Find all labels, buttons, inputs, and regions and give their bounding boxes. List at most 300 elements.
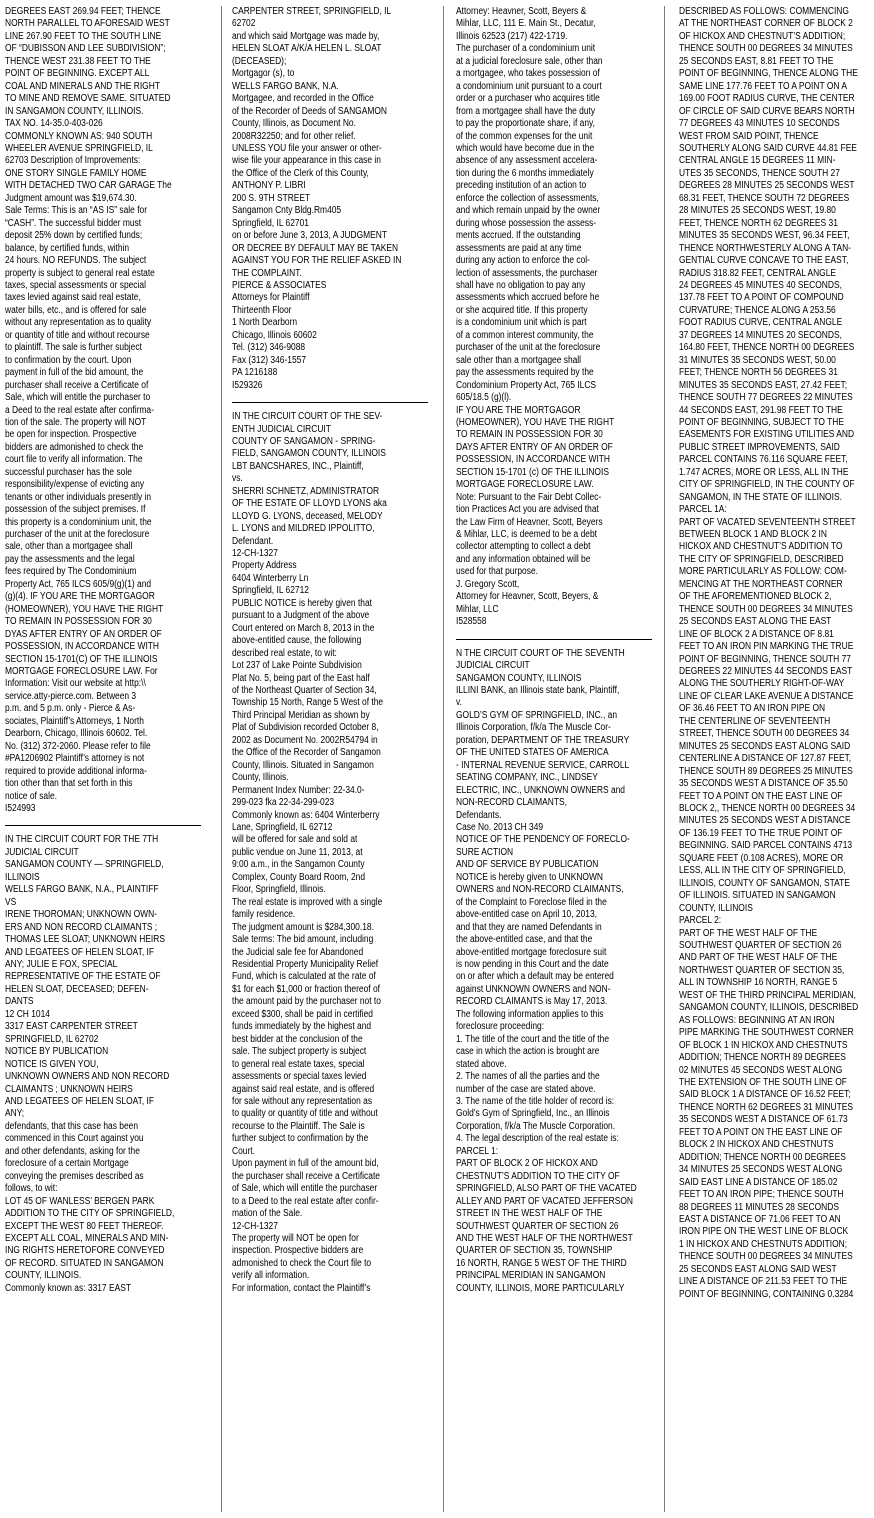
notice-line: DANTS — [5, 996, 34, 1008]
notice-line: Floor, Springfield, Illinois. — [232, 884, 326, 896]
notice-line: verify all information. — [232, 1270, 310, 1282]
notice-line: ENTH JUDICIAL CIRCUIT — [232, 423, 331, 435]
notice-line: 24 hours. NO REFUNDS. The subject — [5, 255, 147, 267]
notice-line: ANTHONY P. LIBRI — [232, 180, 306, 192]
notice-line: is now pending in this Court and the date — [456, 958, 609, 970]
notice-line: for sale without any representation as — [232, 1095, 373, 1107]
notice-line: EXCEPT ALL COAL, MINERALS AND MIN- — [5, 1232, 169, 1244]
notice-line: Information: Visit our website at http:\\ — [5, 678, 146, 690]
notice-line: Sangamon Cnty Bldg.Rm405 — [232, 205, 342, 217]
notice-line: AND THE WEST HALF OF THE NORTHWEST — [456, 1232, 633, 1244]
notice-line: Commonly known as: 3317 EAST — [5, 1282, 131, 1294]
notice-line: above-entitled case on April 10, 2013, — [456, 909, 597, 921]
notice-divider — [5, 825, 201, 826]
notice-line: COUNTY OF SANGAMON - SPRING- — [232, 435, 376, 447]
notice-line: OWNERS and NON-RECORD CLAIMANTS, — [456, 884, 624, 896]
notice-line: WHEELER AVENUE SPRINGFIELD, IL — [5, 142, 153, 154]
notice-line: bidders are admonished to check the — [5, 441, 144, 453]
notice-line: LINE OF CLEAR LAKE AVENUE A DISTANCE — [679, 690, 854, 702]
notice-line: OF 36.46 FEET TO AN IRON PIPE ON — [679, 703, 826, 715]
notice-line: a condominium unit pursuant to a court — [456, 80, 602, 92]
notice-line: a Deed to the real estate after confirma- — [5, 404, 154, 416]
legal-notice — [232, 6, 439, 392]
notice-line: and which said Mortgage was made by, — [232, 30, 380, 42]
notice-line: OF CIRCLE OF SAID CURVE BEARS NORTH — [679, 105, 855, 117]
notice-line: 2. The names of all the parties and the — [456, 1071, 600, 1083]
notice-line: IRON PIPE ON THE WEST LINE OF BLOCK — [679, 1226, 849, 1238]
notice-line: 35 SECONDS WEST A DISTANCE OF 61.73 — [679, 1114, 848, 1126]
notice-line: of the common expenses for the unit — [456, 130, 593, 142]
notice-line: Judgment amount was $19,674.30. — [5, 192, 137, 204]
notice-line: foreclosure of a certain Mortgage — [5, 1158, 129, 1170]
notice-line: I524993 — [5, 803, 36, 814]
notice-line: COUNTY, ILLINOIS, MORE PARTICULARLY — [456, 1282, 625, 1294]
notice-line: Corporation, f/k/a The Muscle Corporation. — [456, 1120, 616, 1132]
notice-line: PUBLIC STREET IMPROVEMENTS, SAID — [679, 441, 840, 453]
column-4 — [679, 6, 874, 1514]
notice-line: assessments which accrued before he — [456, 292, 600, 304]
notice-line: the above-entitled case, and that the — [456, 934, 593, 946]
notice-line: OF RECORD. SITUATED IN SANGAMON — [5, 1257, 164, 1269]
notice-line: 137.78 FEET TO A POINT OF COMPOUND — [679, 292, 844, 304]
notice-line: N THE CIRCUIT COURT OF THE SEVENTH — [456, 647, 625, 659]
notice-line: 3. The name of the title holder of record is: — [456, 1095, 615, 1107]
notice-line: service.atty-pierce.com. Between 3 — [5, 690, 137, 702]
notice-line: JUDICIAL CIRCUIT — [456, 660, 530, 672]
notice-line: STREET, THENCE SOUTH 00 DEGREES 34 — [679, 728, 850, 740]
notice-line: MORTGAGE FORECLOSURE LAW. — [456, 479, 594, 491]
legal-notice — [5, 6, 212, 815]
notice-line: THE CENTERLINE OF SEVENTEENTH — [679, 715, 831, 727]
notice-line: FEET TO A POINT ON THE EAST LINE OF — [679, 790, 843, 802]
notice-line: and which remain unpaid by the owner — [456, 205, 601, 217]
legal-notice — [456, 6, 663, 629]
notice-line: number of the case are stated above. — [456, 1083, 596, 1095]
notice-line: wise file your appearance in this case in — [232, 155, 381, 167]
notice-line: No. (312) 372-2060. Please refer to file — [5, 740, 151, 752]
notice-line: on or before June 3, 2013, A JUDGMENT — [232, 230, 388, 242]
notice-line: Court entered on March 8, 2013 in the — [232, 622, 375, 634]
notice-line: ILLINI BANK, an Illinois state bank, Plaintiff, — [456, 685, 620, 697]
notice-line: Township 15 North, Range 5 West of the — [232, 697, 384, 709]
notice-line: water bills, etc., and is offered for sale — [5, 304, 147, 316]
notice-line: 37 DEGREES 14 MINUTES 20 SECONDS, — [679, 329, 842, 341]
notice-line: of Sale, which will entitle the purchaser — [232, 1183, 378, 1195]
notice-line: LBT BANCSHARES, INC., Plaintiff, — [232, 460, 364, 472]
notice-line: ERS AND NON RECORD CLAIMANTS ; — [5, 921, 158, 933]
notice-line: UNKNOWN OWNERS AND NON RECORD — [5, 1071, 170, 1083]
notice-line: assessments or special taxes levied — [232, 1071, 367, 1083]
notice-line: purchaser shall receive a Certificate of — [5, 379, 149, 391]
notice-line: The judgment amount is $284,300.18. — [232, 921, 374, 933]
notice-line: recourse to the Plaintiff. The Sale is — [232, 1120, 365, 1132]
notice-line: fees required by The Condominium — [5, 566, 137, 578]
notice-line: THENCE NORTHWESTERLY ALONG A TAN- — [679, 242, 851, 254]
notice-line: GENTIAL CURVE CONCAVE TO THE EAST, — [679, 255, 849, 267]
notice-line: without any representation as to quality — [5, 317, 152, 329]
notice-line: 1. The title of the court and the title of the — [456, 1033, 610, 1045]
notice-line: mation of the Sale. — [232, 1208, 303, 1220]
notice-line: 44 SECONDS EAST, 291.98 FEET TO THE — [679, 404, 843, 416]
notice-line: WEST OF THE THIRD PRINCIPAL MERIDIAN, — [679, 989, 856, 1001]
notice-line: OF THE ESTATE OF LLOYD LYONS aka — [232, 498, 387, 510]
notice-line: ALL IN TOWNSHIP 16 NORTH, RANGE 5 — [679, 977, 838, 989]
notice-line: ALLEY AND PART OF VACATED JEFFERSON — [456, 1195, 633, 1207]
notice-line: DYAS AFTER ENTRY OF AN ORDER OF — [5, 628, 162, 640]
notice-line: stated above. — [456, 1058, 507, 1070]
notice-line: Upon payment in full of the amount bid, — [232, 1158, 379, 1170]
notice-line: LINE 267.90 FEET TO THE SOUTH LINE — [5, 30, 162, 42]
notice-line: 200 S. 9TH STREET — [232, 192, 311, 204]
notice-line: L. LYONS and MILDRED IPPOLITTO, — [232, 523, 375, 535]
notice-line: COUNTY, ILLINOIS. — [5, 1270, 82, 1282]
notice-line: J. Gregory Scott, — [456, 578, 520, 590]
notice-line: used for that purpose. — [456, 566, 538, 578]
notice-line: 2002 as Document No. 2002R54794 in — [232, 734, 378, 746]
notice-line: tion other than that set forth in this — [5, 778, 133, 790]
notice-line: Complex, County Board Room, 2nd — [232, 871, 366, 883]
notice-line: PUBLIC NOTICE is hereby given that — [232, 597, 373, 609]
notice-line: preceding institution of an action to — [456, 180, 587, 192]
notice-line: LLOYD G. LYONS, deceased, MELODY — [232, 510, 383, 522]
notice-line: (g)(4). IF YOU ARE THE MORTGAGOR — [5, 591, 155, 603]
notice-line: DEGREES 22 MINUTES 44 SECONDS EAST — [679, 666, 853, 678]
notice-line: to confirmation by the court. Upon — [5, 354, 132, 366]
notice-line: payment in full of the bid amount, the — [5, 367, 144, 379]
notice-line: of the Recorder of Deeds of SANGAMON — [232, 105, 388, 117]
notice-line: County, Illinois, as Document No. — [232, 118, 356, 130]
notice-line: TAX NO. 14-35.0-403-026 — [5, 118, 103, 130]
notice-line: ING RIGHTS HERETOFORE CONVEYED — [5, 1245, 165, 1257]
notice-line: PART OF THE WEST HALF OF THE — [679, 927, 818, 939]
notice-line: I529326 — [232, 379, 263, 391]
notice-line: Illinois Corporation, f/k/a The Muscle Cor- — [456, 722, 611, 734]
notice-line: “CASH”. The successful bidder must — [5, 217, 142, 229]
notice-divider — [456, 639, 652, 640]
notice-line: shall have no obligation to pay any — [456, 279, 586, 291]
notice-line: balance, by certified funds, within — [5, 242, 130, 254]
notice-line: THE CITY OF SPRINGFIELD, DESCRIBED — [679, 553, 844, 565]
notice-line: ANY; JULIE E FOX, SPECIAL — [5, 958, 118, 970]
notice-line: FOOT RADIUS CURVE, CENTRAL ANGLE — [679, 317, 843, 329]
notice-line: inspection. Prospective bidders are — [232, 1245, 364, 1257]
notice-line: family residence. — [232, 909, 296, 921]
notice-line: during any action to enforce the col- — [456, 255, 590, 267]
notice-line: UNLESS YOU file your answer or other- — [232, 142, 382, 154]
notice-line: SAID EAST LINE A DISTANCE OF 185.02 — [679, 1176, 838, 1188]
notice-line: SEATING COMPANY, INC., LINDSEY — [456, 772, 598, 784]
notice-line: 25 SECONDS EAST ALONG SAID WEST — [679, 1263, 837, 1275]
notice-line: Fund, which is calculated at the rate of — [232, 971, 376, 983]
notice-line: NOTICE BY PUBLICATION — [5, 1046, 109, 1058]
notice-line: DAYS AFTER ENTRY OF AN ORDER OF — [456, 441, 613, 453]
notice-line: TO MINE AND REMOVE SAME. SITUATED — [5, 93, 171, 105]
notice-line: QUARTER OF SECTION 35, TOWNSHIP — [456, 1245, 613, 1257]
notice-line: 12-CH-1327 — [232, 1220, 278, 1232]
notice-line: WITH DETACHED TWO CAR GARAGE The — [5, 180, 172, 192]
notice-line: (DECEASED); — [232, 55, 287, 67]
column-2 — [232, 6, 439, 1514]
notice-line: order or a purchaser who acquires title — [456, 93, 600, 105]
notice-line: Thirteenth Floor — [232, 304, 292, 316]
notice-line: SQUARE FEET (0.108 ACRES), MORE OR — [679, 852, 844, 864]
notice-line: SURE ACTION — [456, 846, 514, 858]
notice-line: Dearborn, Chicago, Illinois 60602. Tel. — [5, 728, 148, 740]
notice-line: Mortgagor (s), to — [232, 68, 295, 80]
notice-line: 77 DEGREES 43 MINUTES 10 SECONDS — [679, 118, 840, 130]
notice-line: FIELD, SANGAMON COUNTY, ILLINOIS — [232, 448, 386, 460]
notice-line: funds immediately by the highest and — [232, 1021, 372, 1033]
notice-line: OF THE UNITED STATES OF AMERICA — [456, 747, 609, 759]
notice-line: Condominium Property Act, 765 ILCS — [456, 379, 597, 391]
notice-line: conveying the premises described as — [5, 1170, 144, 1182]
notice-line: EAST A DISTANCE OF 71.06 FEET TO AN — [679, 1213, 841, 1225]
notice-line: THENCE SOUTH 00 DEGREES 34 MINUTES — [679, 1251, 853, 1263]
notice-line: 62703 Description of Improvements: — [5, 155, 141, 167]
notice-line: - INTERNAL REVENUE SERVICE, CARROLL — [456, 759, 630, 771]
notice-line: $1 for each $1,000 or fraction thereof of — [232, 983, 381, 995]
notice-line: p.m. and 5 p.m. only - Pierce & As- — [5, 703, 136, 715]
notice-line: 1.747 ACRES, MORE OR LESS, ALL IN THE — [679, 466, 849, 478]
notice-line: THENCE SOUTH 00 DEGREES 34 MINUTES — [679, 603, 853, 615]
notice-line: defendants, that this case has been — [5, 1120, 139, 1132]
notice-line: a mortgagee, who takes possession of — [456, 68, 600, 80]
notice-line: Residential Property Municipality Relief — [232, 958, 379, 970]
notice-line: LOT 45 OF WANLESS’ BERGEN PARK — [5, 1195, 155, 1207]
notice-line: LESS, ALL IN THE CITY OF SPRINGFIELD, — [679, 865, 846, 877]
notice-line: POINT OF BEGINNING, CONTAINING 0.3284 — [679, 1288, 854, 1300]
notice-line: PARCEL 2: — [679, 915, 722, 927]
notice-line: described real estate, to wit: — [232, 647, 337, 659]
notice-line: The following information applies to this — [456, 1008, 604, 1020]
notice-line: tion of the sale. The property will NOT — [5, 416, 147, 428]
notice-line: from a mortgagee shall have the duty — [456, 105, 596, 117]
notice-line: the Office of the Clerk of this County, — [232, 167, 369, 179]
notice-line: SANGAMON COUNTY, ILLINOIS, DESCRIBED — [679, 1002, 859, 1014]
notice-line: AND LEGATEES OF HELEN SLOAT, IF — [5, 946, 155, 958]
notice-line: (HOMEOWNER), YOU HAVE THE RIGHT — [456, 416, 615, 428]
notice-line: 169.00 FOOT RADIUS CURVE, THE CENTER — [679, 93, 855, 105]
notice-line: above-entitled mortgage foreclosure suit — [456, 946, 607, 958]
column-rule — [664, 6, 665, 1512]
notice-line: FEET TO AN IRON PIN MARKING THE TRUE — [679, 641, 854, 653]
notice-line: SECTION 15-1701 (c) OF THE ILLINOIS — [456, 466, 609, 478]
notice-line: Property Act, 765 ILCS 605/9(g)(1) and — [5, 578, 152, 590]
notice-line: tion Practices Act you are advised that — [456, 504, 599, 516]
notice-line: Attorney for Heavner, Scott, Beyers, & — [456, 591, 599, 603]
notice-line: Commonly known as: 6404 Winterberry — [232, 809, 380, 821]
notice-line: Mortgagee, and recorded in the Office — [232, 93, 374, 105]
notice-line: ADDITION; THENCE NORTH 89 DEGREES — [679, 1052, 846, 1064]
notice-line: BLOCK 2,, THENCE NORTH 00 DEGREES 34 — [679, 803, 856, 814]
notice-line: 164.80 FEET, THENCE NORTH 00 DEGREES — [679, 342, 855, 354]
notice-line: and any information obtained will be — [456, 553, 591, 565]
notice-line: Note: Pursuant to the Fair Debt Collec- — [456, 491, 602, 503]
notice-line: PARCEL 1: — [456, 1145, 499, 1157]
notice-line: against UNKNOWN OWNERS and NON- — [456, 983, 611, 995]
notice-line: against said real estate, and is offered — [232, 1083, 375, 1095]
notice-line: the amount paid by the purchaser not to — [232, 996, 381, 1008]
notice-line: to quality or quantity of title and without — [232, 1108, 378, 1120]
notice-line: OF “DUBISSON AND LEE SUBDIVISION”; — [5, 43, 166, 55]
notice-line: sale. The subject property is subject — [232, 1046, 367, 1058]
notice-line: SPRINGFIELD, IL 62702 — [5, 1033, 99, 1045]
notice-line: NOTICE IS GIVEN YOU, — [5, 1058, 99, 1070]
notice-line: UTES 35 SECONDS, THENCE SOUTH 27 — [679, 167, 840, 179]
notice-line: The property will NOT be open for — [232, 1232, 359, 1244]
notice-line: 2008R32250; and for other relief. — [232, 130, 356, 142]
notice-line: OR DECREE BY DEFAULT MAY BE TAKEN — [232, 242, 399, 254]
notice-line: of the Complaint to Foreclose filed in the — [456, 896, 607, 908]
notice-line: at a judicial foreclosure sale, other than — [456, 55, 603, 67]
notice-line: SOUTHWEST QUARTER OF SECTION 26 — [679, 939, 842, 951]
column-1 — [5, 6, 212, 1514]
notice-line: POINT OF BEGINNING, THENCE ALONG THE — [679, 68, 858, 80]
notice-line: during whose possession the assess- — [456, 217, 597, 229]
notice-line: CITY OF SPRINGFIELD, IN THE COUNTY OF — [679, 479, 855, 491]
legal-notice — [456, 648, 663, 1296]
notice-line: follows, to wit: — [5, 1183, 58, 1195]
notice-line: 4. The legal description of the real estate is: — [456, 1133, 619, 1145]
notice-line: ONE STORY SINGLE FAMILY HOME — [5, 167, 147, 179]
notice-line: commenced in this Court against you — [5, 1133, 144, 1145]
notice-line: SECTION 15-1701(C) OF THE ILLINOIS — [5, 653, 158, 665]
notice-line: 24 DEGREES 45 MINUTES 40 SECONDS, — [679, 279, 842, 291]
notice-line: court file to verify all information. The — [5, 454, 143, 466]
notice-line: POINT OF BEGINNING. EXCEPT ALL — [5, 68, 150, 80]
notice-line: sociates, Plaintiff’s Attorneys, 1 North — [5, 715, 144, 727]
notice-line: tenants or other individuals presently in — [5, 491, 152, 503]
notice-line: further subject to confirmation by the — [232, 1133, 369, 1145]
notice-line: MINUTES 25 SECONDS EAST ALONG SAID — [679, 740, 851, 752]
notice-line: THENCE SOUTH 77 DEGREES 22 MINUTES — [679, 392, 853, 404]
notice-line: CURVATURE; THENCE ALONG A 253.56 — [679, 304, 836, 316]
notice-line: Attorney: Heavner, Scott, Beyers & — [456, 6, 587, 17]
notice-line: notice of sale. — [5, 790, 57, 802]
notice-line: Springfield, IL 62701 — [232, 217, 309, 229]
notice-line: THENCE SOUTH 89 DEGREES 25 MINUTES — [679, 765, 853, 777]
notice-line: of the Northeast Quarter of Section 34, — [232, 685, 377, 697]
notice-line: Case No. 2013 CH 349 — [456, 822, 544, 833]
notice-line: MENCING AT THE NORTHEAST CORNER — [679, 578, 843, 590]
notice-line: to plaintiff. The sale is further subject — [5, 342, 142, 354]
notice-line: PARCEL 1A: — [679, 504, 727, 516]
notice-line: POSSESSION, IN ACCORDANCE WITH — [5, 641, 160, 653]
notice-line: AGAINST YOU FOR THE RELIEF ASKED IN — [232, 255, 402, 267]
notice-line: THENCE WEST 231.38 FEET TO THE — [5, 55, 151, 67]
notice-line: the Judicial sale fee for Abandoned — [232, 946, 364, 958]
notice-line: OF ILLINOIS. SITUATED IN SANGAMON — [679, 890, 836, 902]
notice-line: taxes levied against said real estate, — [5, 292, 141, 304]
notice-line: 25 SECONDS EAST, 8.81 FEET TO THE — [679, 55, 834, 67]
notice-line: POINT OF BEGINNING, SUBJECT TO THE — [679, 416, 844, 428]
notice-line: Defendants. — [456, 809, 502, 821]
notice-line: deposit 25% down by certified funds; — [5, 230, 143, 242]
notice-line: to general real estate taxes, special — [232, 1058, 365, 1070]
notice-line: CENTRAL ANGLE 15 DEGREES 11 MIN- — [679, 155, 836, 167]
notice-line: STREET IN THE WEST HALF OF THE — [456, 1208, 603, 1220]
notice-line: AND LEGATEES OF HELEN SLOAT, IF — [5, 1095, 155, 1107]
column-rule — [221, 6, 222, 1512]
notice-line: 16 NORTH, RANGE 5 WEST OF THE THIRD — [456, 1257, 627, 1269]
notice-line: MORTGAGE FORECLOSURE LAW. For — [5, 666, 158, 678]
notice-line: SANGAMON, IN THE STATE OF ILLINOIS. — [679, 491, 842, 503]
notice-line: NORTH PARALLEL TO AFORESAID WEST — [5, 18, 170, 30]
notice-line: purchaser of the unit at the foreclosure — [456, 342, 601, 354]
notice-line: FEET TO A POINT ON THE EAST LINE OF — [679, 1126, 843, 1138]
notice-line: above-entitled cause, the following — [232, 635, 362, 647]
notice-line: WEST FROM SAID POINT, THENCE — [679, 130, 819, 142]
notice-line: Sale Terms: This is an “AS IS” sale for — [5, 205, 148, 217]
notice-line: SHERRI SCHNETZ, ADMINISTRATOR — [232, 485, 380, 497]
notice-line: tion during the 6 months immediately — [456, 167, 594, 179]
notice-line: AS FOLLOWS: BEGINNING AT AN IRON — [679, 1014, 835, 1026]
notice-line: public vendue on June 11, 2013, at — [232, 846, 363, 858]
notice-line: ELECTRIC, INC., UNKNOWN OWNERS and — [456, 784, 626, 796]
notice-line: Illinois 62523 (217) 422-1719. — [456, 30, 568, 42]
notice-line: PARCEL CONTAINS 76.116 SQUARE FEET, — [679, 454, 848, 466]
notice-line: DEGREES 28 MINUTES 25 SECONDS WEST — [679, 180, 855, 192]
notice-line: CENTERLINE A DISTANCE OF 127.87 FEET, — [679, 753, 852, 765]
notice-line: COMMONLY KNOWN AS: 940 SOUTH — [5, 130, 153, 142]
notice-line: GOLD’S GYM OF SPRINGFIELD, INC., an — [456, 709, 618, 721]
notice-line: IN SANGAMON COUNTY, ILLINOIS. — [5, 105, 144, 117]
notice-line: NOTICE OF THE PENDENCY OF FORECLO- — [456, 834, 630, 846]
notice-line: PRINCIPAL MERIDIAN IN SANGAMON — [456, 1270, 606, 1282]
notice-line: pursuant to a Judgment of the above — [232, 610, 370, 622]
notice-line: poration, DEPARTMENT OF THE TREASURY — [456, 734, 630, 746]
notice-line: & Mihlar, LLC, is deemed to be a debt — [456, 529, 597, 541]
notice-line: County, Illinois. Situated in Sangamon — [232, 759, 374, 771]
notice-line: NORTHWEST QUARTER OF SECTION 35, — [679, 964, 845, 976]
notice-line: Tel. (312) 346-9088 — [232, 342, 306, 354]
notice-line: best bidder at the conclusion of the — [232, 1033, 363, 1045]
notice-line: JUDICIAL CIRCUIT — [5, 846, 79, 858]
notice-line: SPRINGFIELD, ALSO PART OF THE VACATED — [456, 1183, 637, 1195]
notice-line: CARPENTER STREET, SPRINGFIELD, IL — [232, 6, 392, 17]
notice-line: 9:00 a.m., in the Sangamon County — [232, 859, 365, 871]
notice-line: WELLS FARGO BANK, N.A., PLAINTIFF — [5, 884, 159, 896]
notice-line: ADDITION TO THE CITY OF SPRINGFIELD, — [5, 1208, 175, 1220]
notice-line: RADIUS 318.82 FEET, CENTRAL ANGLE — [679, 267, 837, 279]
notice-line: Plat of Subdivision recorded October 8, — [232, 722, 379, 734]
notice-line: #PA1206902 Plaintiff’s attorney is not — [5, 753, 145, 765]
notice-line: TO REMAIN IN POSSESSION FOR 30 — [5, 616, 152, 628]
notice-line: 12 CH 1014 — [5, 1008, 50, 1020]
notice-line: SOUTHWEST QUARTER OF SECTION 26 — [456, 1220, 619, 1232]
notice-line: property is subject to general real estate — [5, 267, 155, 279]
notice-line: Fax (312) 346-1557 — [232, 354, 307, 366]
notice-line: Third Principal Meridian as shown by — [232, 709, 370, 721]
notice-line: purchaser of the unit at the foreclosure — [5, 529, 150, 541]
notice-line: Court. — [232, 1145, 255, 1157]
notice-line: NON-RECORD CLAIMANTS, — [456, 797, 567, 809]
notice-line: Lot 237 of Lake Pointe Subdivision — [232, 660, 362, 672]
notice-line: admonished to check the Court file to — [232, 1257, 372, 1269]
notice-line: AND PART OF THE WEST HALF OF THE — [679, 952, 838, 964]
column-3 — [456, 6, 663, 1514]
notice-line: MORE PARTICULARLY AS FOLLOW: COM- — [679, 566, 847, 578]
notice-line: RECORD CLAIMANTS is May 17, 2013. — [456, 996, 608, 1008]
notice-line: FEET; THENCE NORTH 56 DEGREES 31 — [679, 367, 838, 379]
notice-line: THENCE NORTH 62 DEGREES 31 MINUTES — [679, 1101, 854, 1113]
notice-line: IRENE THOROMAN; UNKNOWN OWN- — [5, 909, 157, 921]
notice-line: 25 SECONDS EAST ALONG THE EAST — [679, 616, 832, 628]
notice-line: SOUTHERLY ALONG SAID CURVE 44.81 FEE — [679, 142, 857, 154]
notice-line: AT THE NORTHEAST CORNER OF BLOCK 2 — [679, 18, 853, 30]
notice-line: possession of the subject premises. If — [5, 504, 146, 516]
notice-line: to pay the proportionate share, if any, — [456, 118, 595, 130]
